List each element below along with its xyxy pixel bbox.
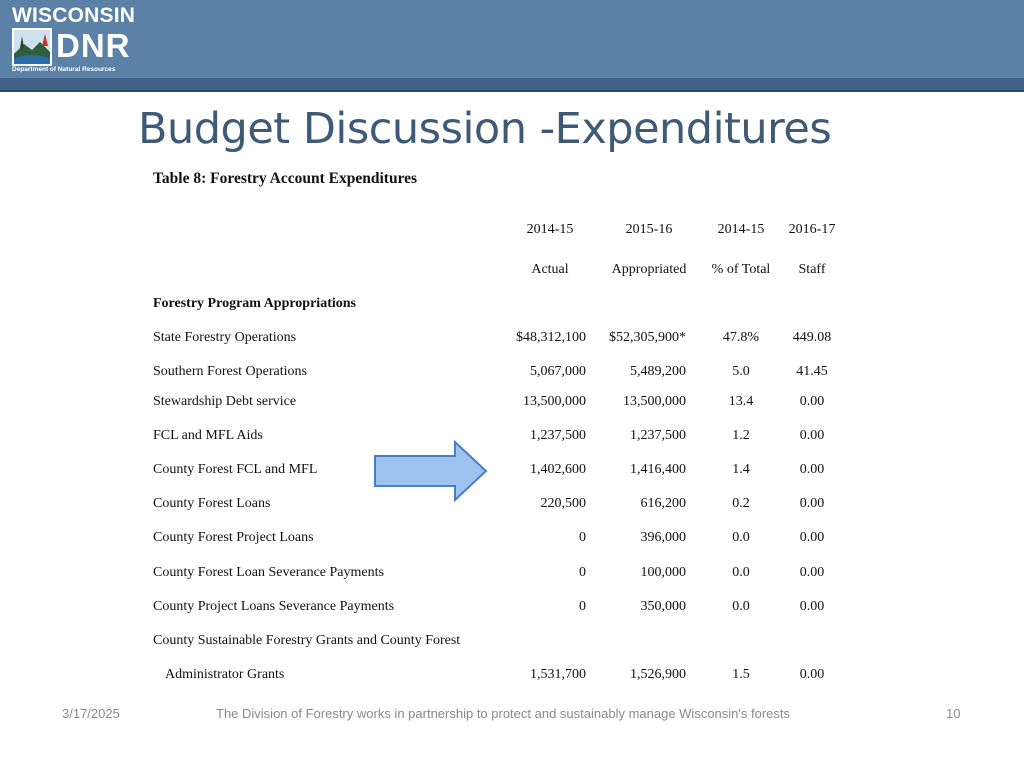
- wisconsin-dnr-logo: [8, 4, 148, 76]
- row-appropriated: 396,000: [640, 530, 686, 545]
- header-year-pct: 2014-15: [717, 222, 765, 237]
- row-appropriated: 350,000: [640, 599, 686, 614]
- row-staff: 0.00: [799, 496, 825, 511]
- row-label: County Forest FCL and MFL: [153, 462, 318, 477]
- row-appropriated: 100,000: [640, 565, 686, 580]
- row-actual: 5,067,000: [530, 364, 586, 379]
- row-appropriated: 1,526,900: [630, 667, 686, 682]
- row-staff: 0.00: [799, 530, 825, 545]
- row-actual: 0: [579, 599, 586, 614]
- row-actual: 0: [579, 565, 586, 580]
- header-pct-total: % of Total: [711, 262, 771, 277]
- row-staff: 0.00: [799, 462, 825, 477]
- header-stripe-dark: [0, 90, 1024, 92]
- row-label: State Forestry Operations: [153, 330, 297, 345]
- footer-page-number: 10: [946, 706, 961, 721]
- row-label: Stewardship Debt service: [153, 394, 297, 409]
- row-actual: 1,531,700: [530, 667, 586, 682]
- row-staff: 449.08: [792, 330, 832, 345]
- row-appropriated: 1,237,500: [630, 428, 686, 443]
- row-staff: 0.00: [799, 565, 825, 580]
- header-staff: Staff: [798, 262, 826, 277]
- row-label: County Forest Loans: [153, 496, 271, 511]
- row-pct: 0.2: [732, 496, 750, 511]
- header-actual: Actual: [531, 262, 569, 277]
- row-appropriated: 1,416,400: [630, 462, 686, 477]
- row-pct: 0.0: [732, 530, 750, 545]
- logo-department-text: Department of Natural Resources: [12, 66, 116, 73]
- header-year-appropriated: 2015-16: [625, 222, 673, 237]
- row-actual: 220,500: [540, 496, 586, 511]
- row-staff: 0.00: [799, 394, 825, 409]
- row-label: County Forest Loan Severance Payments: [153, 565, 384, 580]
- row-appropriated: 13,500,000: [623, 394, 686, 409]
- row-staff: 0.00: [799, 599, 825, 614]
- row-actual: 0: [579, 530, 586, 545]
- row-actual: 1,237,500: [530, 428, 586, 443]
- header-year-staff: 2016-17: [788, 222, 836, 237]
- header-year-actual: 2014-15: [526, 222, 574, 237]
- row-appropriated: 616,200: [640, 496, 686, 511]
- row-pct: 1.2: [732, 428, 750, 443]
- header-appropriated: Appropriated: [611, 262, 687, 277]
- row-actual: $48,312,100: [516, 330, 586, 345]
- row-staff: 41.45: [796, 364, 828, 379]
- row-actual: 1,402,600: [530, 462, 586, 477]
- footer-text: The Division of Forestry works in partnership to protect and sustainably manage Wisconsin's forests: [216, 706, 791, 721]
- row-label: Southern Forest Operations: [153, 364, 307, 379]
- row-appropriated: $52,305,900*: [609, 330, 686, 345]
- landscape-emblem-icon: [12, 28, 52, 66]
- header-bar: [0, 0, 1024, 80]
- row-pct: 47.8%: [722, 330, 760, 345]
- row-appropriated: 5,489,200: [630, 364, 686, 379]
- row-pct: 5.0: [732, 364, 750, 379]
- row-label: County Project Loans Severance Payments: [153, 599, 395, 614]
- row-staff: 0.00: [799, 428, 825, 443]
- row-label: County Forest Project Loans: [153, 530, 314, 545]
- row-actual: 13,500,000: [523, 394, 586, 409]
- table-caption: Table 8: Forestry Account Expenditures: [153, 170, 418, 187]
- row-label-line1: County Sustainable Forestry Grants and County Forest: [153, 633, 461, 648]
- row-pct: 1.4: [732, 462, 750, 477]
- row-label: FCL and MFL Aids: [153, 428, 263, 443]
- slide-title: Budget Discussion -Expenditures: [138, 104, 832, 154]
- header-stripe: [0, 78, 1024, 90]
- logo-wisconsin-text: WISCONSIN: [12, 4, 136, 27]
- logo-dnr-text: DNR: [56, 27, 131, 64]
- row-label-line2: Administrator Grants: [165, 667, 285, 682]
- row-pct: 1.5: [732, 667, 750, 682]
- footer-date: 3/17/2025: [62, 706, 120, 721]
- right-arrow-icon: [373, 440, 489, 502]
- section-label: Forestry Program Appropriations: [153, 296, 356, 311]
- row-pct: 0.0: [732, 599, 750, 614]
- row-pct: 13.4: [728, 394, 754, 409]
- row-pct: 0.0: [732, 565, 750, 580]
- row-staff: 0.00: [799, 667, 825, 682]
